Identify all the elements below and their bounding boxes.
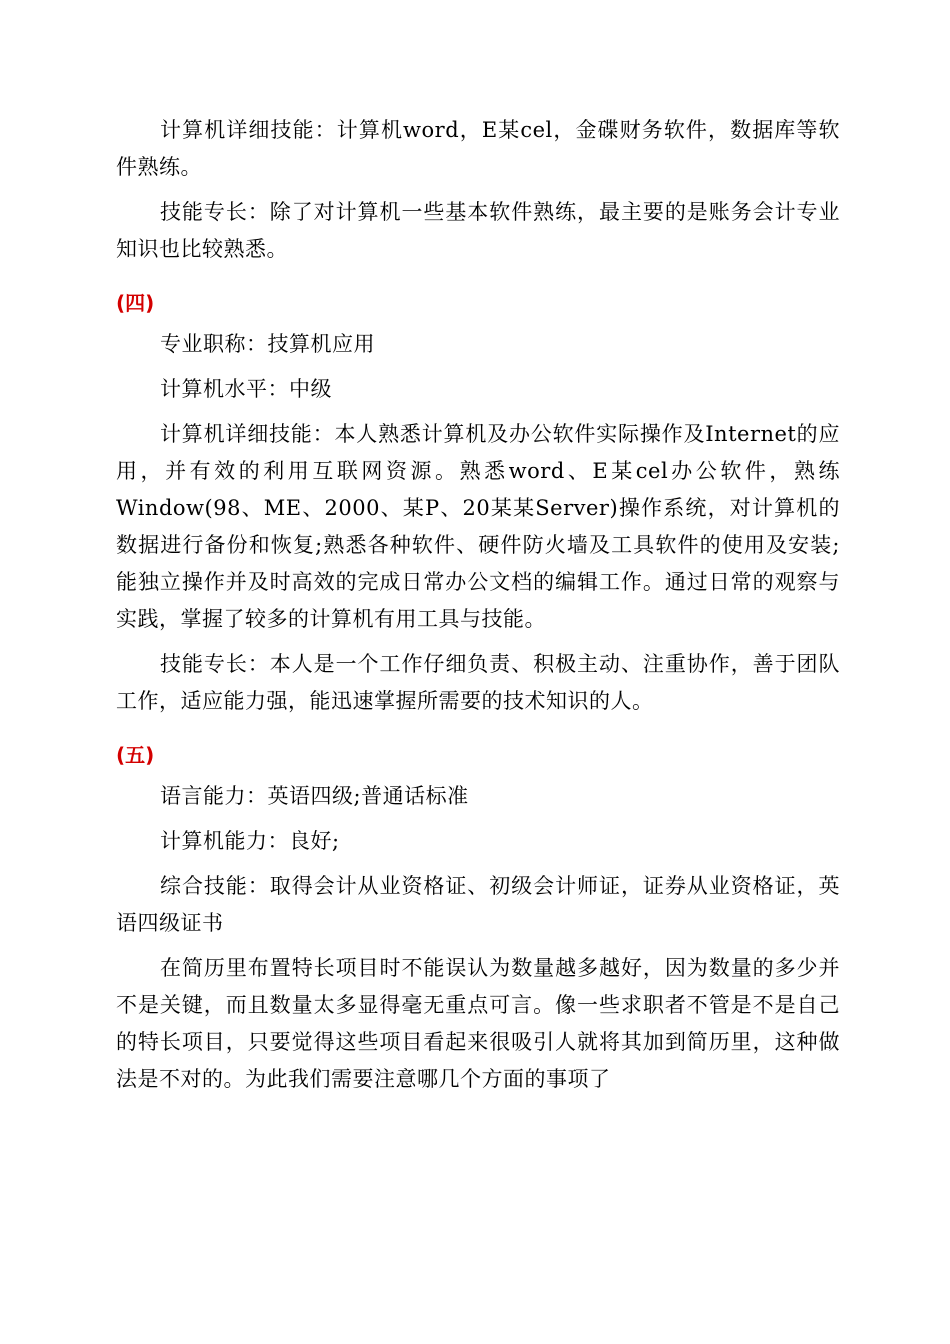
section-heading-four: (四) (116, 291, 155, 315)
paragraph-professional-title: 专业职称：技算机应用 (160, 332, 375, 356)
paragraph-skill-specialty-1: 技能专长：除了对计算机一些基本软件熟练，最主要的是账务会计专业知识也比较熟悉。 (116, 200, 840, 261)
paragraph-computer-ability: 计算机能力：良好; (160, 829, 340, 853)
paragraph-computer-skills-1: 计算机详细技能：计算机word，E某cel，金碟财务软件，数据库等软件熟练。 (116, 118, 840, 179)
paragraph-resume-advice: 在简历里布置特长项目时不能误认为数量越多越好，因为数量的多少并不是关键，而且数量太多显得毫无重点可言。像一些求职者不管是不是自己的特长项目，只要觉得这些项目看起来很吸引人就将其加到简历里，这种做法是不对的。为此我们需要注意哪几个方面的事项了 (116, 956, 840, 1091)
paragraph-computer-level: 计算机水平：中级 (160, 377, 332, 401)
paragraph-language-ability: 语言能力：英语四级;普通话标准 (160, 784, 469, 808)
paragraph-computer-skills-2: 计算机详细技能：本人熟悉计算机及办公软件实际操作及Internet的应用，并有效的利用互联网资源。熟悉word、E某cel办公软件，熟练Window(98、ME、2000、某P、20某某Server)操作系统，对计算机的数据进行备份和恢复;熟悉各种软件、硬件防火墙及工具软件的使用及安装;能独立操作并及时高效的完成日常办公文档的编辑工作。通过日常的观察与实践，掌握了较多的计算机有用工具与技能。 (116, 422, 840, 631)
paragraph-skill-specialty-2: 技能专长：本人是一个工作仔细负责、积极主动、注重协作，善于团队工作，适应能力强，能迅速掌握所需要的技术知识的人。 (116, 652, 840, 713)
document-page (116, 112, 840, 1098)
paragraph-comprehensive-skills: 综合技能：取得会计从业资格证、初级会计师证，证券从业资格证，英语四级证书 (116, 874, 840, 935)
section-heading-five: (五) (116, 743, 155, 767)
